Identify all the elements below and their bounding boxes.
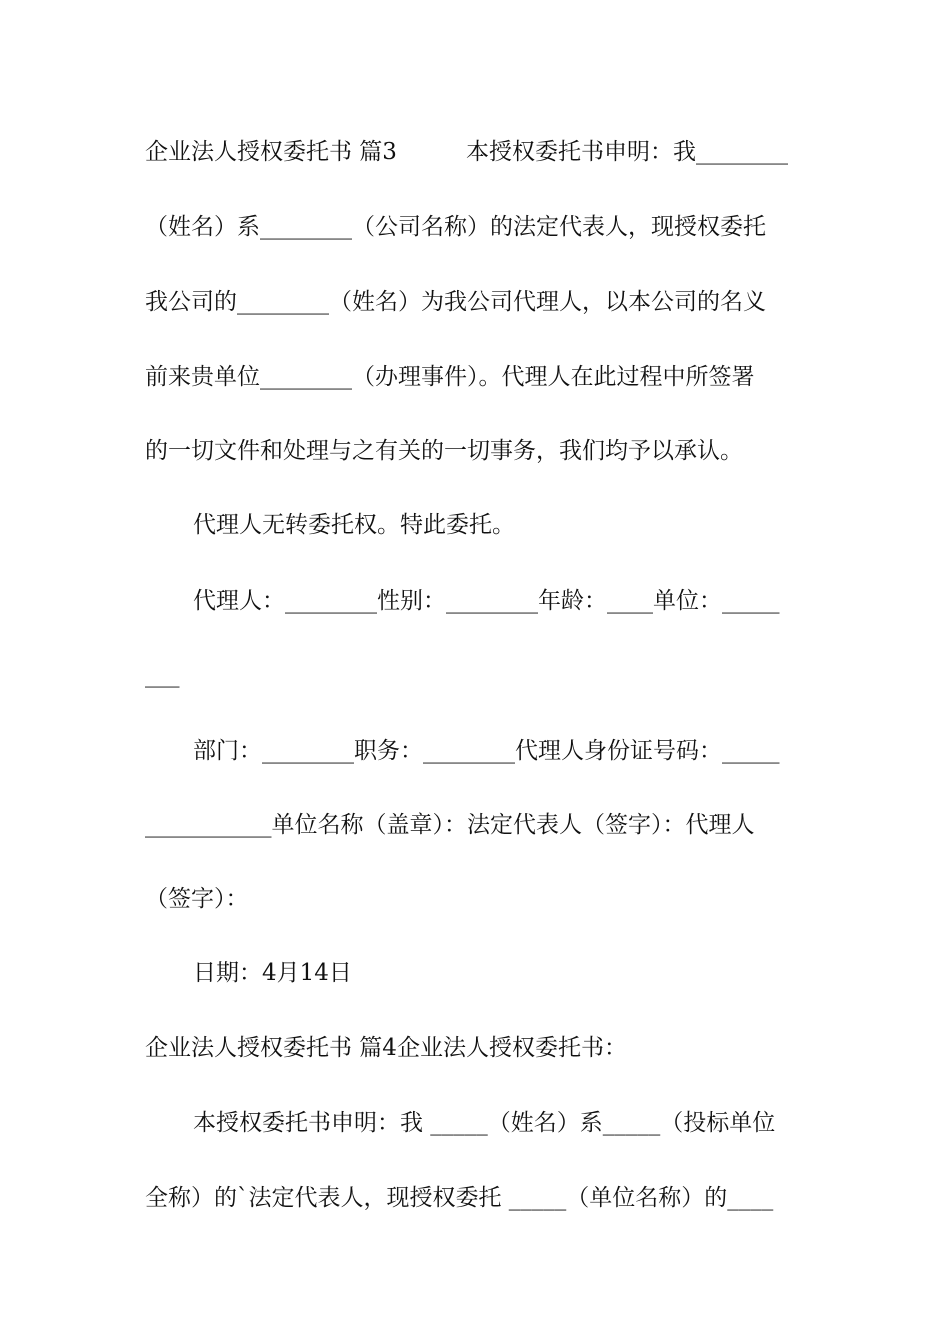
form-line: ___________单位名称（盖章）：法定代表人（签字）：代理人 — [145, 812, 755, 838]
paragraph-line: 全称）的`法定代表人，现授权委托 _____（单位名称）的____ — [145, 1185, 774, 1211]
paragraph-line: 我公司的________（姓名）为我公司代理人，以本公司的名义 — [145, 289, 766, 315]
paragraph-line: （姓名）系________（公司名称）的法定代表人，现授权委托 — [145, 214, 766, 240]
paragraph-line: 企业法人授权委托书 篇3 本授权委托书申明：我________ — [145, 139, 788, 165]
section-heading: 企业法人授权委托书 篇4企业法人授权委托书： — [145, 1035, 627, 1061]
form-line: （签字）： — [145, 886, 249, 912]
form-line: 部门：________职务：________代理人身份证号码：_____ — [193, 738, 780, 764]
form-line: ___ — [145, 662, 180, 688]
paragraph-line: 的一切文件和处理与之有关的一切事务，我们均予以承认。 — [145, 438, 743, 464]
paragraph-line: 代理人无转委托权。特此委托。 — [193, 512, 515, 538]
form-line: 代理人：________性别：________年龄：____单位：_____ — [193, 588, 780, 614]
paragraph-line: 本授权委托书申明：我 _____（姓名）系_____（投标单位 — [193, 1110, 776, 1136]
paragraph-line: 前来贵单位________（办理事件）。代理人在此过程中所签署 — [145, 364, 755, 390]
date-line: 日期：4月14日 — [193, 960, 352, 986]
